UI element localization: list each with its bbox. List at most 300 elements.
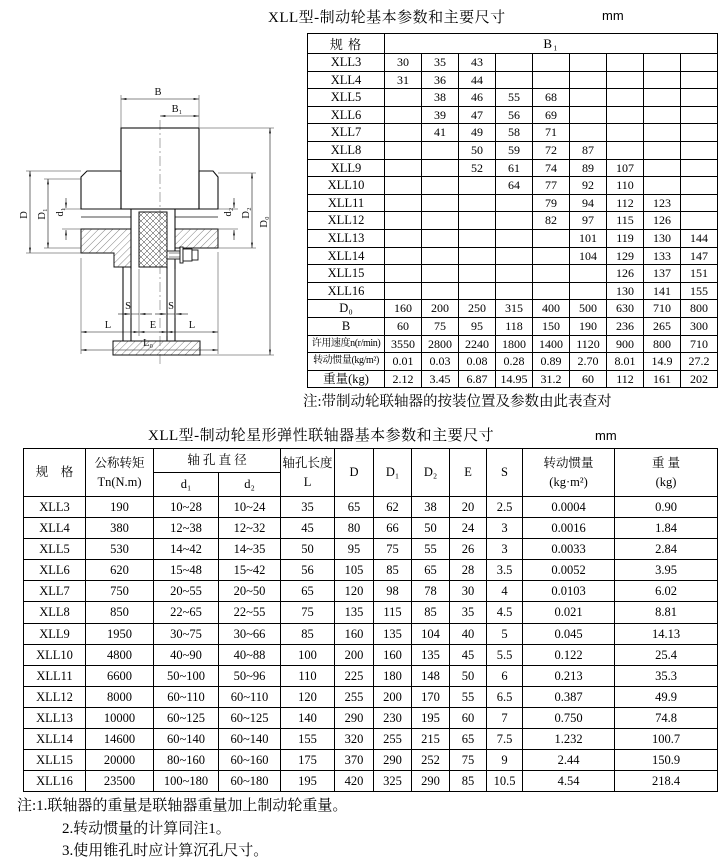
table2-value-cell: 35 xyxy=(281,497,335,518)
table2-value-cell: 850 xyxy=(86,602,154,623)
table2-value-cell: 2.84 xyxy=(615,539,718,560)
t2-h-torque-line2: Tn(N.m) xyxy=(97,474,142,489)
table2-value-cell: 60~125 xyxy=(154,707,219,728)
table2-value-cell: 255 xyxy=(374,729,412,750)
table2-row xyxy=(24,497,718,518)
table1-col-b1: B₁ xyxy=(385,34,718,54)
table2-value-cell: 20~50 xyxy=(219,581,281,602)
table2-value-cell: 28 xyxy=(450,560,487,581)
table2-value-cell: 60~110 xyxy=(219,686,281,707)
table1-value-cell: 30 xyxy=(385,54,422,72)
table1-spec-cell: XLL11 xyxy=(308,194,385,212)
table1-value-cell: 112 xyxy=(607,370,644,388)
table1-body xyxy=(308,54,718,388)
table1-value-cell xyxy=(607,124,644,142)
table2-value-cell: 85 xyxy=(450,771,487,792)
table1-spec-cell: 许用速度n(r/min) xyxy=(308,335,385,353)
table2-value-cell: 60~180 xyxy=(219,771,281,792)
table1-value-cell xyxy=(681,159,718,177)
table1-value-cell: 110 xyxy=(607,177,644,195)
table1-value-cell xyxy=(533,282,570,300)
table2-value-cell: 530 xyxy=(86,539,154,560)
table2-value-cell: 45 xyxy=(450,644,487,665)
table2-value-cell: 74.8 xyxy=(615,707,718,728)
table2-value-cell: 56 xyxy=(281,560,335,581)
dim-label-D: D xyxy=(19,211,30,219)
table1-value-cell: 0.03 xyxy=(422,353,459,371)
table2-value-cell: 135 xyxy=(412,644,450,665)
table1-value-cell xyxy=(496,212,533,230)
table1-value-cell: 31 xyxy=(385,71,422,89)
table1-col-spec: 规 格 xyxy=(308,34,385,54)
table2-value-cell: 195 xyxy=(412,707,450,728)
table2-value-cell: 4.5 xyxy=(487,602,523,623)
table1-value-cell: 400 xyxy=(533,300,570,318)
table2-spec-cell: XLL6 xyxy=(24,560,86,581)
table1-value-cell xyxy=(385,141,422,159)
table1-value-cell: 36 xyxy=(422,71,459,89)
table1-value-cell: 315 xyxy=(496,300,533,318)
t2-h-D1: D₁ xyxy=(374,449,412,497)
table1-value-cell: 1120 xyxy=(570,335,607,353)
table2-value-cell: 1.232 xyxy=(523,729,615,750)
table1-value-cell: 130 xyxy=(644,229,681,247)
table2-value-cell: 290 xyxy=(374,750,412,771)
table2-value-cell: 45 xyxy=(281,518,335,539)
table1-row xyxy=(308,141,718,159)
table2-value-cell: 0.213 xyxy=(523,665,615,686)
table1-value-cell: 61 xyxy=(496,159,533,177)
table2-value-cell: 140 xyxy=(281,707,335,728)
table2-spec-cell: XLL14 xyxy=(24,729,86,750)
table2-value-cell: 95 xyxy=(335,539,374,560)
table2-row xyxy=(24,539,718,560)
table1-value-cell: 49 xyxy=(459,124,496,142)
table1-value-cell xyxy=(459,229,496,247)
table2-value-cell: 85 xyxy=(374,560,412,581)
table2-value-cell: 66 xyxy=(374,518,412,539)
table2-spec-cell: XLL3 xyxy=(24,497,86,518)
table2-row xyxy=(24,560,718,581)
t2-h-bore-len xyxy=(281,449,335,497)
table2-value-cell: 6.02 xyxy=(615,581,718,602)
table2-row xyxy=(24,518,718,539)
table1-value-cell: 202 xyxy=(681,370,718,388)
table2-row xyxy=(24,665,718,686)
table1-value-cell: 126 xyxy=(607,265,644,283)
table1-value-cell: 0.08 xyxy=(459,353,496,371)
table1-value-cell xyxy=(533,265,570,283)
table1-value-cell xyxy=(422,229,459,247)
table1-value-cell xyxy=(570,89,607,107)
table2-value-cell: 252 xyxy=(412,750,450,771)
table2-value-cell: 38 xyxy=(412,497,450,518)
table1-spec-cell: XLL8 xyxy=(308,141,385,159)
table1-value-cell xyxy=(422,247,459,265)
table2-value-cell: 8.81 xyxy=(615,602,718,623)
table1-row xyxy=(308,247,718,265)
table1-value-cell xyxy=(681,89,718,107)
table1-value-cell xyxy=(570,265,607,283)
table1-value-cell: 119 xyxy=(607,229,644,247)
brake-wheel-params-table xyxy=(307,33,718,388)
table1-value-cell xyxy=(644,124,681,142)
table2-value-cell: 120 xyxy=(281,686,335,707)
footnote-3: 3.使用锥孔时应计算沉孔尺寸。 xyxy=(62,843,269,859)
table1-value-cell xyxy=(496,194,533,212)
table1-value-cell: 3.45 xyxy=(422,370,459,388)
table1-value-cell: 265 xyxy=(644,317,681,335)
table1-value-cell: 68 xyxy=(533,89,570,107)
table2-value-cell: 290 xyxy=(412,771,450,792)
table1-value-cell xyxy=(607,106,644,124)
dim-label-d2: d₂ xyxy=(223,207,234,217)
coupling-drawing-svg xyxy=(18,62,303,397)
table1-value-cell: 39 xyxy=(422,106,459,124)
table2-title: XLL型-制动轮星形弹性联轴器基本参数和主要尺寸 xyxy=(148,428,495,444)
footnotes xyxy=(17,795,347,863)
table1-value-cell: 118 xyxy=(496,317,533,335)
table2-value-cell: 1.84 xyxy=(615,518,718,539)
table1-value-cell xyxy=(422,282,459,300)
table1-spec-cell: 转动惯量(kg/m²) xyxy=(308,353,385,371)
table1-value-cell: 1400 xyxy=(533,335,570,353)
table2-value-cell: 0.0103 xyxy=(523,581,615,602)
table2-value-cell: 4800 xyxy=(86,644,154,665)
table2-value-cell: 170 xyxy=(412,686,450,707)
table2-unit-label: mm xyxy=(595,428,617,443)
table2-value-cell: 10000 xyxy=(86,707,154,728)
table2-value-cell: 0.045 xyxy=(523,623,615,644)
table2-value-cell: 160 xyxy=(335,623,374,644)
table1-row xyxy=(308,229,718,247)
table2-value-cell: 150.9 xyxy=(615,750,718,771)
table2-value-cell: 370 xyxy=(335,750,374,771)
table1-value-cell xyxy=(533,247,570,265)
table2-value-cell: 148 xyxy=(412,665,450,686)
table2-value-cell: 195 xyxy=(281,771,335,792)
table1-value-cell: 75 xyxy=(422,317,459,335)
table2-value-cell: 9 xyxy=(487,750,523,771)
table2-value-cell: 290 xyxy=(335,707,374,728)
table2-value-cell: 6.5 xyxy=(487,686,523,707)
table1-row xyxy=(308,106,718,124)
t2-h-weight xyxy=(615,449,718,497)
dim-label-E: E xyxy=(149,320,157,331)
table1-value-cell: 52 xyxy=(459,159,496,177)
table2-value-cell: 75 xyxy=(281,602,335,623)
table2-spec-cell: XLL9 xyxy=(24,623,86,644)
table1-spec-cell: D₀ xyxy=(308,300,385,318)
table2-value-cell: 135 xyxy=(374,623,412,644)
table1-value-cell: 6.87 xyxy=(459,370,496,388)
table2-value-cell: 100.7 xyxy=(615,729,718,750)
table2-value-cell: 10~28 xyxy=(154,497,219,518)
table1-spec-cell: 重量(kg) xyxy=(308,370,385,388)
table2-value-cell: 62 xyxy=(374,497,412,518)
table1-spec-cell: XLL12 xyxy=(308,212,385,230)
table1-value-cell xyxy=(681,106,718,124)
table2-row xyxy=(24,644,718,665)
table2-value-cell: 3 xyxy=(487,518,523,539)
table2-value-cell: 4 xyxy=(487,581,523,602)
table1-value-cell xyxy=(385,229,422,247)
table2-value-cell: 60~140 xyxy=(219,729,281,750)
table2-value-cell: 155 xyxy=(281,729,335,750)
bolt-detail xyxy=(167,247,198,263)
table2-value-cell: 7.5 xyxy=(487,729,523,750)
table2-value-cell: 0.122 xyxy=(523,644,615,665)
table2-value-cell: 24 xyxy=(450,518,487,539)
table1-value-cell: 190 xyxy=(570,317,607,335)
table1-spec-cell: XLL5 xyxy=(308,89,385,107)
table1-value-cell: 2.12 xyxy=(385,370,422,388)
table1-header-row xyxy=(308,34,718,54)
table1-value-cell: 900 xyxy=(607,335,644,353)
table2-value-cell: 65 xyxy=(335,497,374,518)
table1-value-cell xyxy=(496,71,533,89)
table1-value-cell: 147 xyxy=(681,247,718,265)
table2-value-cell: 5 xyxy=(487,623,523,644)
table2-value-cell: 10.5 xyxy=(487,771,523,792)
table1-value-cell: 55 xyxy=(496,89,533,107)
table2-row xyxy=(24,686,718,707)
table1-value-cell xyxy=(681,194,718,212)
table2-value-cell: 255 xyxy=(335,686,374,707)
t2-h-D2: D₂ xyxy=(412,449,450,497)
table1-spec-cell: XLL15 xyxy=(308,265,385,283)
table2-value-cell: 1950 xyxy=(86,623,154,644)
t2-h-S: S xyxy=(487,449,523,497)
table1-value-cell: 71 xyxy=(533,124,570,142)
table1-value-cell: 800 xyxy=(681,300,718,318)
table1-value-cell xyxy=(681,54,718,72)
table1-value-cell xyxy=(607,89,644,107)
t2-h-D: D xyxy=(335,449,374,497)
dim-label-L-right: L xyxy=(188,320,196,331)
table2-value-cell: 14600 xyxy=(86,729,154,750)
table1-value-cell: 2240 xyxy=(459,335,496,353)
table2-value-cell: 60~110 xyxy=(154,686,219,707)
table1-value-cell: 60 xyxy=(385,317,422,335)
table1-value-cell: 129 xyxy=(607,247,644,265)
dim-label-S-right: S xyxy=(168,301,174,312)
table2-value-cell: 5.5 xyxy=(487,644,523,665)
table2-value-cell: 135 xyxy=(335,602,374,623)
table2-value-cell: 200 xyxy=(374,686,412,707)
table1-value-cell: 101 xyxy=(570,229,607,247)
table1-row xyxy=(308,89,718,107)
table1-value-cell: 56 xyxy=(496,106,533,124)
table2-row xyxy=(24,707,718,728)
table2-spec-cell: XLL7 xyxy=(24,581,86,602)
table2-spec-cell: XLL16 xyxy=(24,771,86,792)
table1-value-cell xyxy=(422,159,459,177)
table2-value-cell: 12~32 xyxy=(219,518,281,539)
table1-value-cell xyxy=(422,141,459,159)
table2-value-cell: 35.3 xyxy=(615,665,718,686)
table1-value-cell: 236 xyxy=(607,317,644,335)
table1-row xyxy=(308,300,718,318)
table1-value-cell: 82 xyxy=(533,212,570,230)
table2-spec-cell: XLL11 xyxy=(24,665,86,686)
table1-value-cell: 89 xyxy=(570,159,607,177)
t2-h-bore-dia: 轴 孔 直 径 xyxy=(154,449,281,473)
table1-value-cell xyxy=(644,54,681,72)
t2-h-weight-line2: (kg) xyxy=(655,474,677,489)
table1-row xyxy=(308,212,718,230)
table2-value-cell: 230 xyxy=(374,707,412,728)
table1-value-cell: 130 xyxy=(607,282,644,300)
table2-row xyxy=(24,581,718,602)
table1-value-cell xyxy=(644,89,681,107)
table1-value-cell: 69 xyxy=(533,106,570,124)
table2-header-row-1 xyxy=(24,449,718,473)
table1-value-cell: 250 xyxy=(459,300,496,318)
table2-value-cell: 3 xyxy=(487,539,523,560)
table2-value-cell: 325 xyxy=(374,771,412,792)
table2-value-cell: 105 xyxy=(335,560,374,581)
table2-value-cell: 50 xyxy=(281,539,335,560)
table2-value-cell: 20~55 xyxy=(154,581,219,602)
table1-value-cell xyxy=(385,194,422,212)
table1-value-cell xyxy=(496,265,533,283)
table2-row xyxy=(24,623,718,644)
table2-value-cell: 225 xyxy=(335,665,374,686)
table1-value-cell: 1800 xyxy=(496,335,533,353)
table2-value-cell: 175 xyxy=(281,750,335,771)
table1-value-cell xyxy=(459,265,496,283)
table2-value-cell: 65 xyxy=(450,729,487,750)
table1-value-cell: 27.2 xyxy=(681,353,718,371)
table1-row xyxy=(308,177,718,195)
table1-title: XLL型-制动轮基本参数和主要尺寸 xyxy=(268,10,506,26)
table1-value-cell: 150 xyxy=(533,317,570,335)
table2-value-cell: 6600 xyxy=(86,665,154,686)
table1-value-cell: 300 xyxy=(681,317,718,335)
table1-value-cell xyxy=(570,54,607,72)
table2-value-cell: 4.54 xyxy=(523,771,615,792)
table2-value-cell: 60~160 xyxy=(219,750,281,771)
table1-value-cell: 710 xyxy=(681,335,718,353)
table1-row xyxy=(308,317,718,335)
table1-value-cell xyxy=(385,212,422,230)
table2-value-cell: 10~24 xyxy=(219,497,281,518)
t2-h-bore-len-line1: 轴孔长度 xyxy=(282,455,333,470)
dim-label-D2: D₂ xyxy=(241,207,252,219)
table2-value-cell: 49.9 xyxy=(615,686,718,707)
table2-value-cell: 12~38 xyxy=(154,518,219,539)
table2-value-cell: 75 xyxy=(450,750,487,771)
table1-spec-cell: XLL13 xyxy=(308,229,385,247)
table1-value-cell xyxy=(644,159,681,177)
table2-value-cell: 620 xyxy=(86,560,154,581)
table1-value-cell xyxy=(422,177,459,195)
table1-value-cell: 38 xyxy=(422,89,459,107)
table2-value-cell: 30~75 xyxy=(154,623,219,644)
dim-label-L-left: L xyxy=(104,320,112,331)
table1-value-cell: 60 xyxy=(570,370,607,388)
table2-value-cell: 85 xyxy=(412,602,450,623)
table2-value-cell: 100 xyxy=(281,644,335,665)
table1-value-cell xyxy=(385,106,422,124)
table2-value-cell: 85 xyxy=(281,623,335,644)
table1-value-cell: 87 xyxy=(570,141,607,159)
table1-value-cell xyxy=(459,212,496,230)
table1-value-cell: 155 xyxy=(681,282,718,300)
table2-value-cell: 190 xyxy=(86,497,154,518)
table2-value-cell: 0.90 xyxy=(615,497,718,518)
dim-label-D1: D₁ xyxy=(37,208,48,220)
table1-value-cell xyxy=(570,124,607,142)
table1-value-cell xyxy=(644,141,681,159)
table1-value-cell: 97 xyxy=(570,212,607,230)
table2-value-cell: 3.5 xyxy=(487,560,523,581)
table2-spec-cell: XLL10 xyxy=(24,644,86,665)
table1-spec-cell: XLL7 xyxy=(308,124,385,142)
table2-value-cell: 60 xyxy=(450,707,487,728)
table2-value-cell: 0.0016 xyxy=(523,518,615,539)
table1-value-cell: 0.89 xyxy=(533,353,570,371)
table1-value-cell xyxy=(385,247,422,265)
table2-value-cell: 0.021 xyxy=(523,602,615,623)
t2-h-spec: 规 格 xyxy=(24,449,86,497)
table2-value-cell: 3.95 xyxy=(615,560,718,581)
table1-value-cell xyxy=(681,141,718,159)
table2-value-cell: 215 xyxy=(412,729,450,750)
table1-value-cell xyxy=(533,71,570,89)
table1-value-cell: 2800 xyxy=(422,335,459,353)
table1-value-cell xyxy=(570,106,607,124)
table2-value-cell: 380 xyxy=(86,518,154,539)
table2-value-cell: 104 xyxy=(412,623,450,644)
table1-value-cell: 95 xyxy=(459,317,496,335)
table1-value-cell: 710 xyxy=(644,300,681,318)
table2-value-cell: 40 xyxy=(450,623,487,644)
t2-h-d1: d₁ xyxy=(154,473,219,497)
table2-value-cell: 50 xyxy=(412,518,450,539)
table2-value-cell: 8000 xyxy=(86,686,154,707)
table1-row xyxy=(308,370,718,388)
table1-row xyxy=(308,159,718,177)
table1-value-cell xyxy=(681,177,718,195)
coupling-section-drawing xyxy=(18,62,303,397)
table1-unit-label: mm xyxy=(602,8,624,23)
table2-row xyxy=(24,729,718,750)
table2-spec-cell: XLL15 xyxy=(24,750,86,771)
table1-value-cell: 64 xyxy=(496,177,533,195)
table2-spec-cell: XLL8 xyxy=(24,602,86,623)
table2-value-cell: 200 xyxy=(335,644,374,665)
table1-value-cell xyxy=(644,177,681,195)
table1-value-cell: 123 xyxy=(644,194,681,212)
table2-value-cell: 65 xyxy=(281,581,335,602)
table2-value-cell: 14.13 xyxy=(615,623,718,644)
table2-value-cell: 218.4 xyxy=(615,771,718,792)
dim-label-B1: B₁ xyxy=(171,104,183,115)
t2-h-inertia-line1: 转动惯量 xyxy=(543,455,594,470)
table1-value-cell xyxy=(385,282,422,300)
table1-value-cell xyxy=(422,212,459,230)
table1-value-cell xyxy=(570,71,607,89)
table1-value-cell: 44 xyxy=(459,71,496,89)
table1-value-cell xyxy=(422,194,459,212)
table1-value-cell xyxy=(681,71,718,89)
table1-value-cell: 50 xyxy=(459,141,496,159)
table1-value-cell: 31.2 xyxy=(533,370,570,388)
table1-value-cell xyxy=(533,229,570,247)
table1-value-cell: 500 xyxy=(570,300,607,318)
